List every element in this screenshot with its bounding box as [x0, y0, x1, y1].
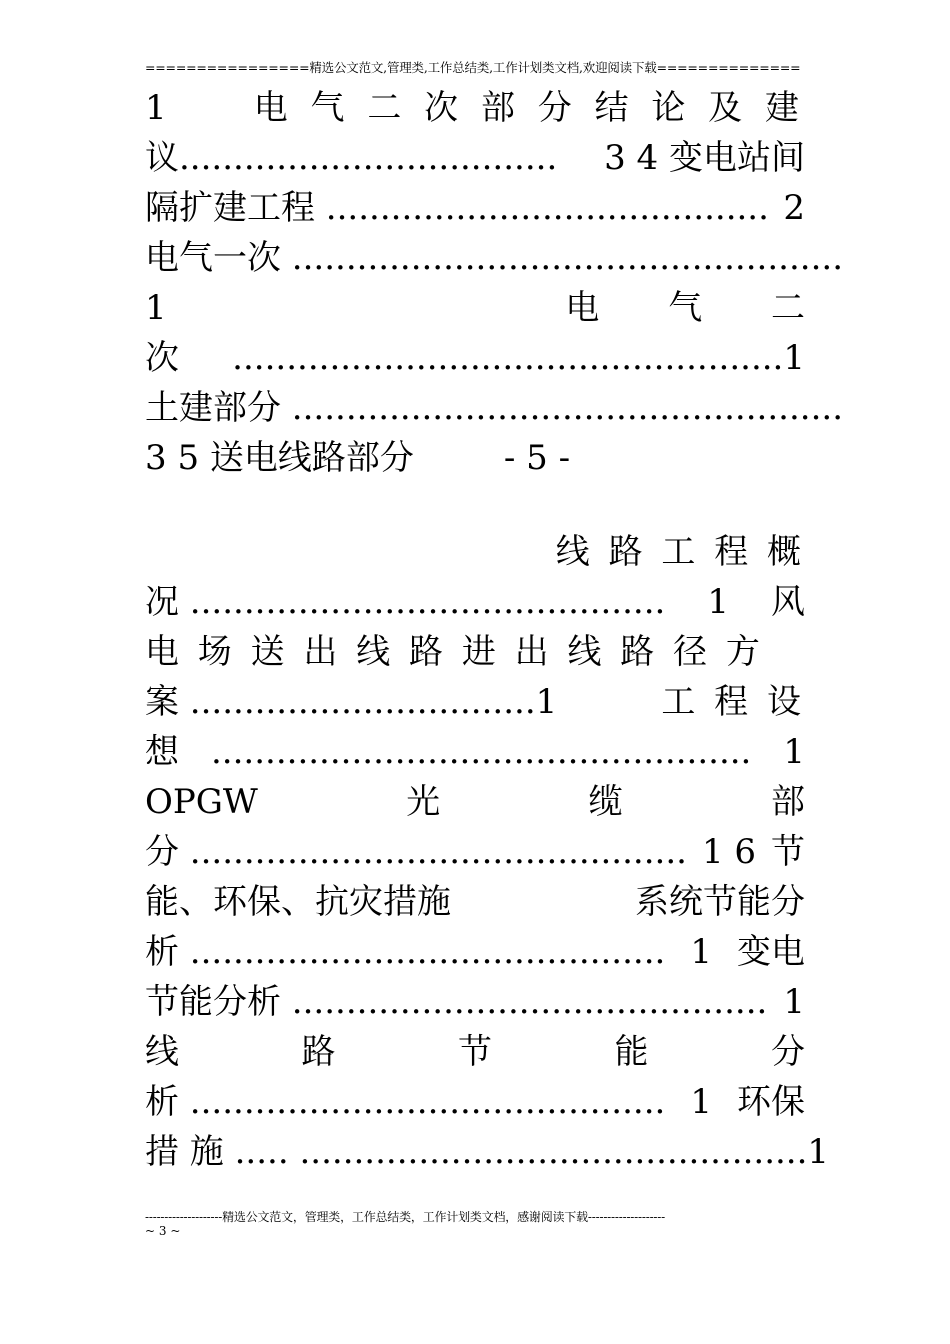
toc-line-11 — [145, 630, 805, 674]
toc-text: 电 — [565, 288, 600, 328]
toc-text: 措 施 ..... ............................................... — [145, 1132, 808, 1172]
toc-line-13 — [145, 730, 805, 774]
toc-line-16 — [145, 880, 805, 924]
toc-text: 光 — [406, 782, 441, 822]
toc-text: 析 ............................................ — [145, 932, 666, 972]
toc-line-6 — [145, 336, 805, 380]
toc-text: 次 — [145, 338, 179, 378]
toc-line-4 — [145, 236, 843, 280]
toc-line-20 — [145, 1080, 805, 1124]
toc-text: 电 场 送 出 线 路 进 出 线 路 径 方 — [145, 632, 764, 672]
toc-line-18 — [145, 980, 805, 1024]
toc-text: 变电 — [736, 932, 805, 972]
toc-text: 析 ............................................ — [145, 1082, 666, 1122]
toc-text: 能、环保、抗灾措施 — [145, 882, 451, 922]
toc-text: 工 程 设 — [661, 682, 805, 722]
toc-line-15 — [145, 830, 805, 874]
toc-text: 案 ................................1 — [145, 682, 558, 722]
toc-text: 线 — [145, 1032, 179, 1072]
page-number: ~ 3 ~ — [145, 1224, 181, 1238]
toc-text: 1 — [145, 288, 167, 328]
toc-text: 1 — [690, 1082, 712, 1122]
toc-text: 环保 — [736, 1082, 805, 1122]
toc-text: 3 5 送电线路部分 — [145, 438, 414, 478]
page-number-inline: - 5 - — [503, 438, 571, 478]
toc-text: 隔扩建工程 ......................................... — [145, 188, 769, 228]
page-footer: --------------------精选公文范文，管理类，工作总结类，工作计划类文档，感谢阅读下载-------------------- — [145, 1210, 665, 1224]
toc-text: 能 — [614, 1032, 649, 1072]
toc-text: 缆 — [588, 782, 623, 822]
page-header: ================精选公文范文,管理类,工作总结类,工作计划类文档,欢迎阅读下载============== — [145, 60, 801, 75]
toc-text: OPGW — [145, 782, 258, 822]
toc-text: 电 气 二 次 部 分 结 论 及 建 — [253, 88, 805, 128]
toc-line-8 — [145, 436, 805, 480]
toc-text: 1 — [145, 88, 167, 128]
toc-line-2 — [145, 136, 805, 180]
toc-line-14 — [145, 780, 805, 824]
toc-text: 气 — [668, 288, 703, 328]
toc-text: 节能分析 ............................................ — [145, 982, 768, 1022]
toc-text: 2 — [783, 188, 805, 228]
toc-text: 1 — [690, 932, 712, 972]
toc-line-17 — [145, 930, 805, 974]
toc-line-3 — [145, 186, 805, 230]
toc-text: 土建部分 ................................................... — [145, 388, 843, 428]
toc-text: 1 6 — [701, 832, 757, 872]
toc-text: 想 — [145, 732, 179, 772]
toc-text: 1 — [783, 982, 805, 1022]
toc-line-7 — [145, 386, 843, 430]
toc-text: 况 ............................................ — [145, 582, 666, 622]
toc-text: 部 — [770, 782, 805, 822]
toc-line-21 — [145, 1130, 830, 1174]
toc-text: 分 — [771, 1032, 805, 1072]
toc-text: 电气一次 ................................................... — [145, 238, 843, 278]
toc-line-5 — [145, 286, 805, 330]
toc-line-19 — [145, 1030, 805, 1074]
toc-text: 3 4 变电站间 — [604, 138, 805, 178]
toc-text: .................................................. — [210, 732, 752, 772]
toc-text: 节 — [770, 832, 805, 872]
toc-text: 分 .............................................. — [145, 832, 687, 872]
toc-text: ...................................................1 — [232, 338, 805, 378]
toc-text: 路 — [301, 1032, 336, 1072]
toc-text: 1 — [783, 732, 805, 772]
toc-text: 1 — [807, 1132, 830, 1172]
toc-text: 二 — [770, 288, 805, 328]
toc-line-12 — [145, 680, 805, 724]
toc-line-10 — [145, 580, 805, 624]
toc-line-1 — [145, 86, 805, 130]
toc-text: 系统节能分 — [635, 882, 805, 922]
toc-text: 节 — [458, 1032, 492, 1072]
toc-text: 1 — [707, 582, 729, 622]
toc-text: 线 路 工 程 概 — [555, 532, 805, 572]
toc-text: 议................................... — [145, 138, 558, 178]
toc-text: 风 — [770, 582, 805, 622]
toc-line-9 — [145, 530, 805, 574]
